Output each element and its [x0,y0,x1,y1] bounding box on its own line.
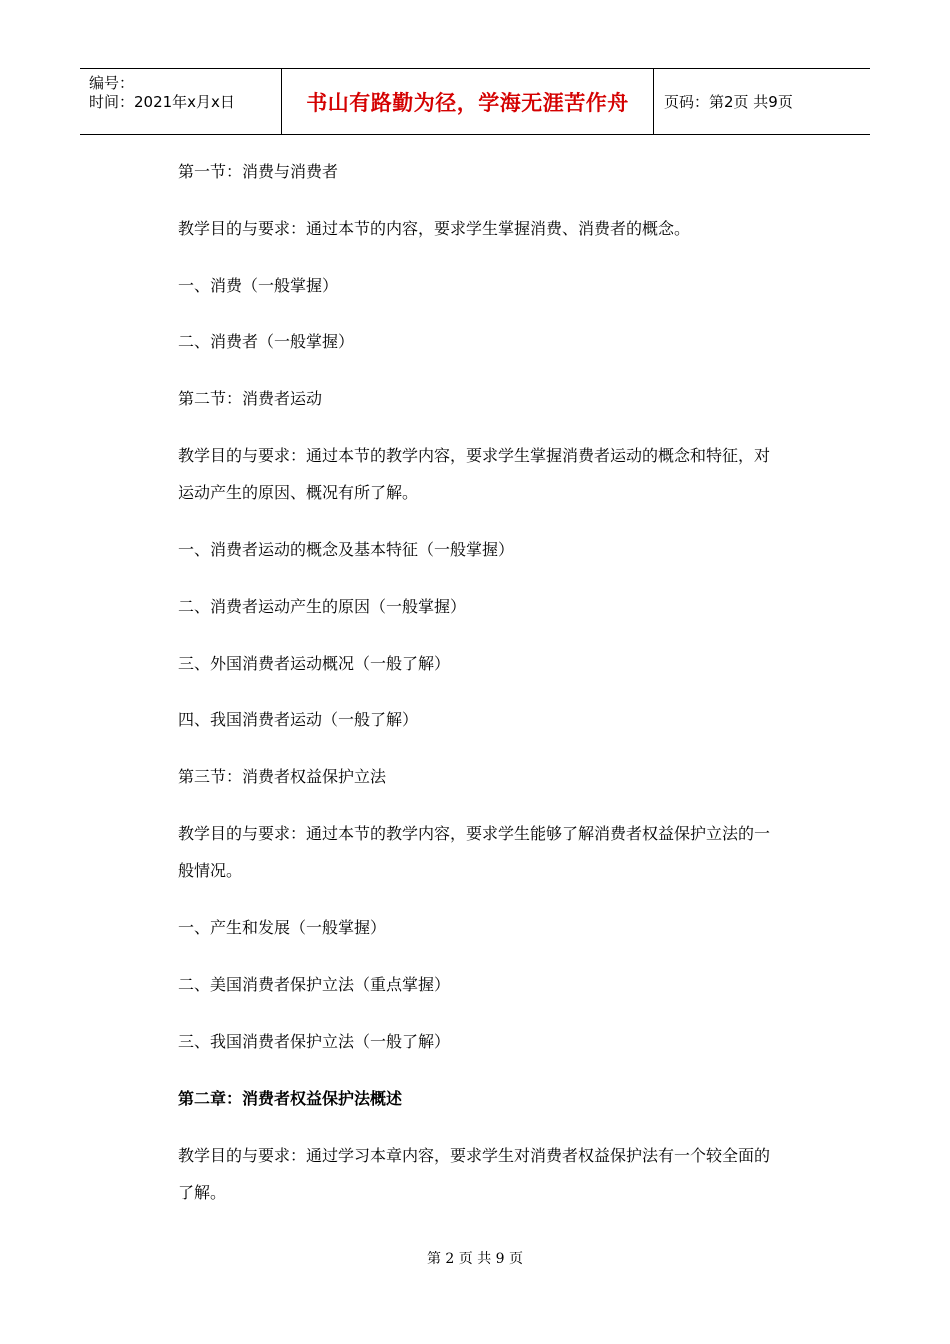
paragraph: 教学目的与要求：通过学习本章内容，要求学生对消费者权益保护法有一个较全面的 [178,1146,771,1165]
list-item: 三、我国消费者保护立法（一般了解） [178,1032,451,1051]
paragraph: 教学目的与要求：通过本节的教学内容，要求学生掌握消费者运动的概念和特征，对 [178,446,771,465]
page-label: 页码：第2页 共9页 [664,93,793,111]
page-header [80,68,870,135]
chapter-heading: 第二章：消费者权益保护法概述 [178,1089,403,1108]
paragraph: 教学目的与要求：通过本节的内容，要求学生掌握消费、消费者的概念。 [178,219,691,238]
motto: 书山有路勤为径，学海无涯苦作舟 [306,90,629,115]
list-item: 四、我国消费者运动（一般了解） [178,710,419,729]
list-item: 一、产生和发展（一般掌握） [178,918,387,937]
paragraph: 教学目的与要求：通过本节的教学内容，要求学生能够了解消费者权益保护立法的一 [178,824,771,843]
paragraph: 般情况。 [178,861,243,880]
section-heading: 第三节：消费者权益保护立法 [178,767,387,786]
list-item: 二、消费者运动产生的原因（一般掌握） [178,597,467,616]
list-item: 二、美国消费者保护立法（重点掌握） [178,975,451,994]
page-footer: 第 2 页 共 9 页 [426,1251,524,1267]
date-label: 时间：2021年x月x日 [89,93,235,111]
number-label: 编号： [89,74,135,92]
header-page-cell [654,69,870,134]
header-meta [80,69,282,134]
section-heading: 第一节：消费与消费者 [178,162,339,181]
section-heading: 第二节：消费者运动 [178,389,323,408]
paragraph: 运动产生的原因、概况有所了解。 [178,483,419,502]
list-item: 二、消费者（一般掌握） [178,332,355,351]
list-item: 一、消费者运动的概念及基本特征（一般掌握） [178,540,515,559]
header-motto-cell [282,69,654,134]
paragraph: 了解。 [178,1183,227,1202]
list-item: 一、消费（一般掌握） [178,276,339,295]
list-item: 三、外国消费者运动概况（一般了解） [178,654,451,673]
